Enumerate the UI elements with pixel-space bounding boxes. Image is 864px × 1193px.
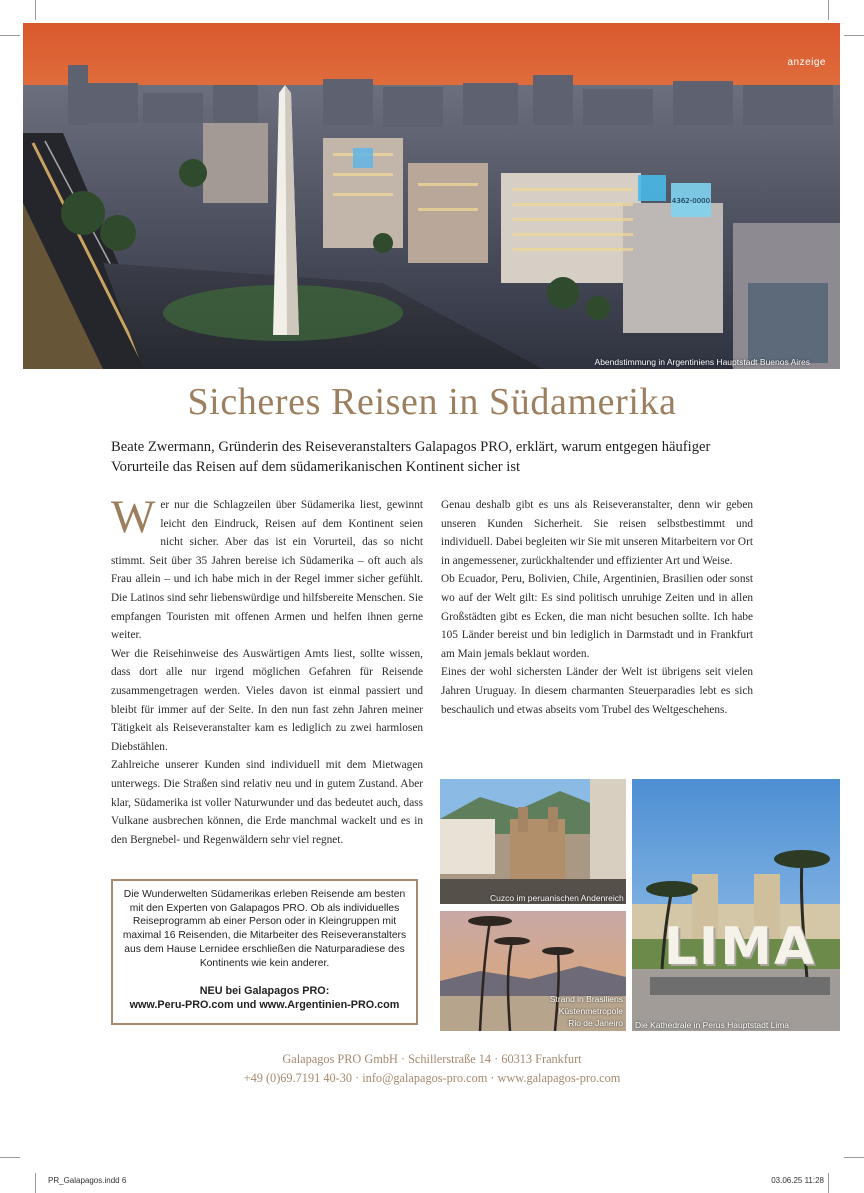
hero-photo-illustration <box>23 23 840 369</box>
photo-rio-caption-2: Küstenmetropole <box>558 1006 623 1016</box>
paragraph: Ob Ecuador, Peru, Bolivien, Chile, Argentinien, Brasilien oder sonst wo auf der Welt gilt: Es sind politisch unruhige Zeiten und in allen Großstädten gibt es Ecken, die man nicht besuchen sollte. Ich habe 105 Länder bereist und bin lediglich in Darmstadt und in Frankfurt am Main jemals beklaut worden. <box>441 573 753 660</box>
article-title: Sicheres Reisen in Südamerika <box>187 381 677 423</box>
lima-sign: LIMA <box>663 917 817 977</box>
hero-photo-caption: Abendstimmung in Argentiniens Hauptstadt Buenos Aires <box>594 357 810 367</box>
crop-mark <box>35 1173 36 1193</box>
crop-mark <box>0 1157 20 1158</box>
photo-rio-caption-3: Rio de Janeiro <box>568 1018 623 1028</box>
paragraph: Zahlreiche unserer Kunden sind individuell mit dem Mietwagen unterwegs. Die Straßen sind relativ neu und in gutem Zustand. Aber klar, Südamerika ist voller Naturwunder und das bedeutet auch, dass Vulkane ausbrechen können, die Erde manchmal wackelt und es in den Bergnebel- und Regenwäldern sehr viel regnet. <box>111 759 423 846</box>
photo-rio <box>440 911 626 1031</box>
paragraph <box>111 491 423 645</box>
photo-cusco-caption: Cuzco im peruanischen Andenreich <box>490 893 624 903</box>
slug-file-info: PR_Galapagos.indd 6 <box>48 1176 127 1185</box>
hero-photo-buenos-aires <box>23 23 840 369</box>
photo-cusco-illustration <box>440 779 626 904</box>
text-column-left <box>111 491 423 849</box>
text-column-right <box>441 496 753 719</box>
billboard-text: 4362-0000 <box>671 197 711 205</box>
info-box-text: Die Wunderwelten Südamerikas erleben Reisende am besten mit den Experten von Galapagos PRO. Ob als individuelles Reiseprogramm ab einer Person oder in Kleingruppen mit maximal 16 Reisenden, die Mitarbeiter des Reiseveranstalters aus dem Hause Lernidee erschließen die Naturparadiese des Kontinents wie kein anderer. <box>122 889 407 969</box>
photo-lima-illustration <box>632 779 840 1031</box>
info-box-highlight <box>117 984 412 1012</box>
advertisement-tag: anzeige <box>787 57 826 68</box>
crop-mark <box>844 35 864 36</box>
crop-mark <box>828 0 829 20</box>
info-box <box>111 879 418 1025</box>
drop-cap: W <box>111 491 156 543</box>
footer-address: Galapagos PRO GmbH · Schillerstraße 14 · 60313 Frankfurt <box>282 1052 582 1066</box>
crop-mark <box>844 1157 864 1158</box>
paragraph: Eines der wohl sichersten Länder der Welt ist übrigens seit vielen Jahren Uruguay. In diesem charmanten Steuerparadies lebt es sich beschaulich und etwas abseits vom Trubel des Weltgeschehens. <box>441 666 753 716</box>
crop-mark <box>35 0 36 20</box>
paragraph-text: er nur die Schlagzeilen über Südamerika liest, gewinnt leicht den Eindruck, Reisen auf dem Kontinent seien nicht sicher. Aber das ist ein Vorurteil, das so nicht stimmt. Seit über 35 Jahren bereise ich Südamerika – oft auch als Frau allein – und ich habe mich in der Regel immer sicher gefühlt. Die Latinos sind sehr liebenswürdige und hilfsbereite Menschen. Sie empfangen Touristen mit offenen Armen und helfen ihnen gerne weiter. <box>111 499 423 642</box>
photo-cusco <box>440 779 626 904</box>
photo-rio-caption-1: Strand in Brasiliens <box>549 994 623 1004</box>
info-box-links: www.Peru-PRO.com und www.Argentinien-PRO.com <box>129 999 400 1012</box>
crop-mark <box>0 35 20 36</box>
info-box-new-line: NEU bei Galapagos PRO: <box>199 985 330 998</box>
paragraph: Genau deshalb gibt es uns als Reiseveranstalter, denn wir geben unseren Kunden Sicherheit. Sie reisen selbstbestimmt und individuell. Dabei begleiten wir Sie mit unseren Mitarbeitern vor Ort in angemessener, zurückhaltender und effizienter Art und Weise. <box>441 499 753 567</box>
article-subtitle: Beate Zwermann, Gründerin des Reiseveranstalters Galapagos PRO, erklärt, warum entgegen häufiger Vorurteile das Reisen auf dem südamerikanischen Kontinent sicher ist <box>111 439 711 475</box>
paragraph: Wer die Reisehinweise des Auswärtigen Amts liest, sollte wissen, dass dort alle nur irgend möglichen Gefahren für Reisende zusammengetragen werden. Vieles davon ist einmal passiert und bleibt für immer auf der Seite. In den nun fast zehn Jahren meiner Tätigkeit als Reiseveranstalter kam es lediglich zu zwei harmlosen Diebstählen. <box>111 647 423 753</box>
photo-lima-caption: Die Kathedrale in Perus Hauptstadt Lima <box>635 1020 790 1030</box>
crop-mark <box>828 1173 829 1193</box>
slug-date-info: 03.06.25 11:28 <box>771 1176 824 1185</box>
photo-lima <box>632 779 840 1031</box>
footer-contact: +49 (0)69.7191 40-30 · info@galapagos-pro.com · www.galapagos-pro.com <box>243 1071 621 1085</box>
